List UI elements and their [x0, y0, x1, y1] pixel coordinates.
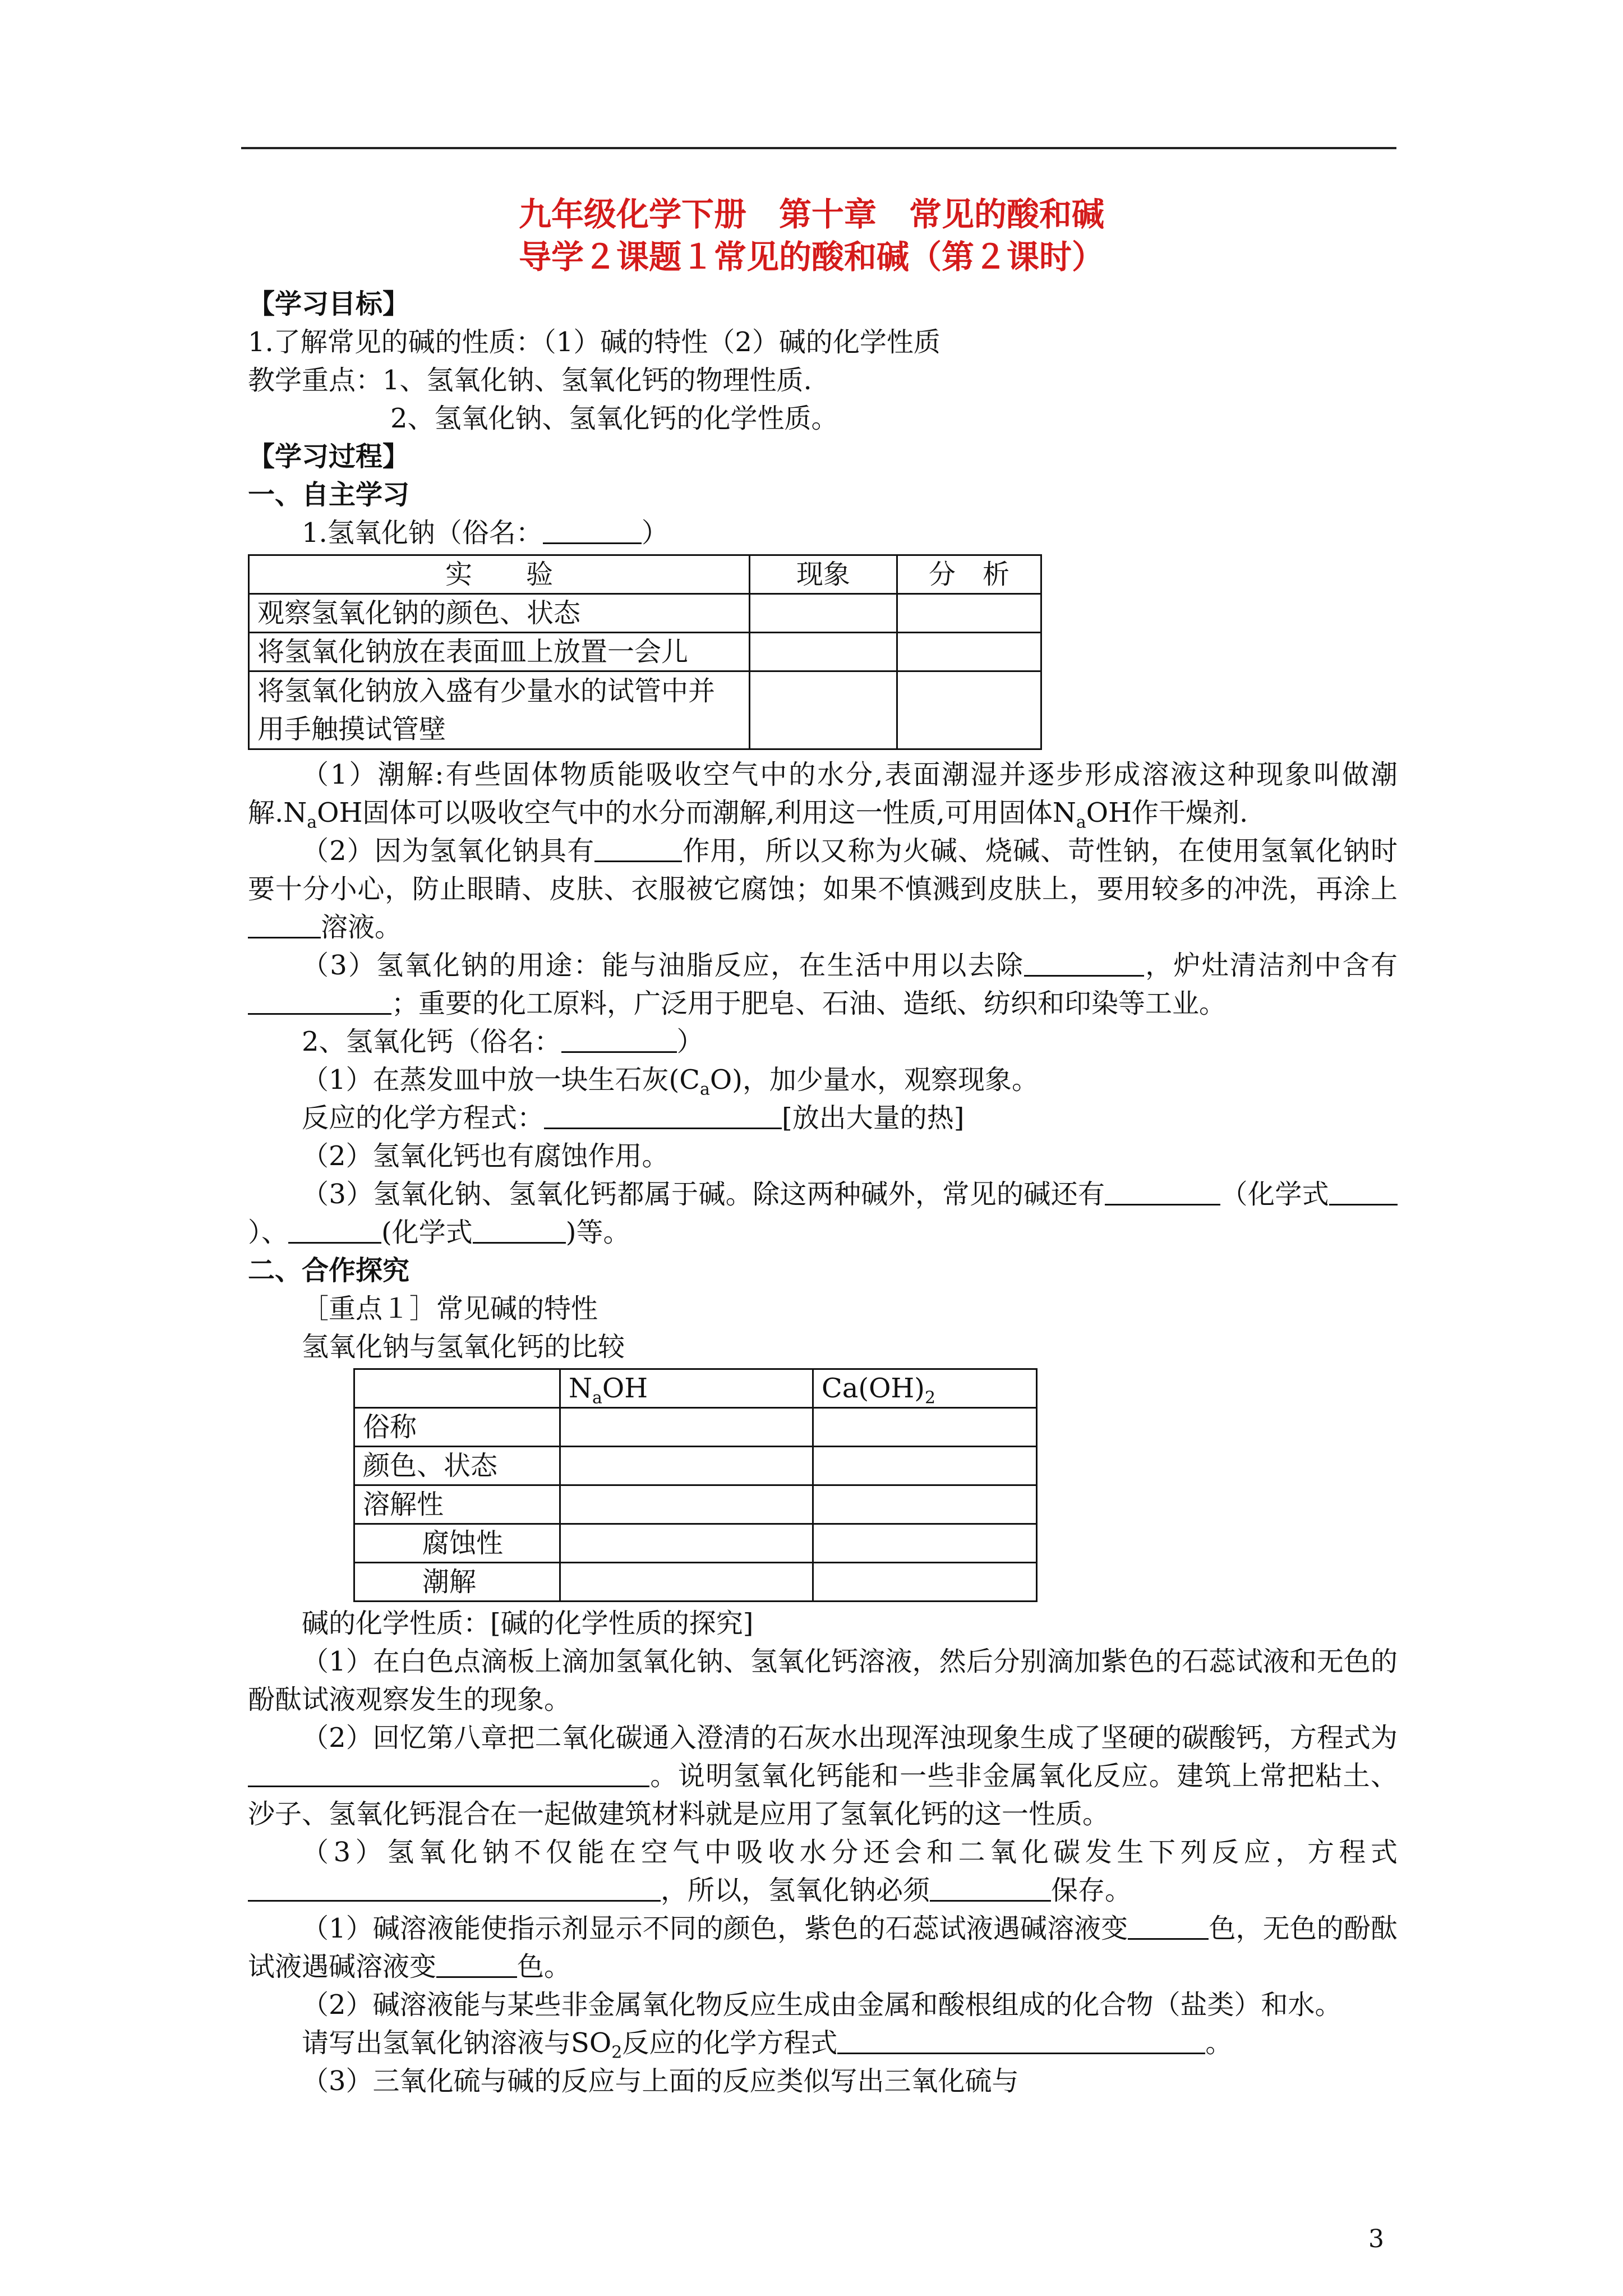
uses-paragraph	[248, 946, 1398, 1023]
indicator-rule	[248, 1910, 1398, 1986]
caoh-intro	[248, 1023, 1398, 1061]
property-cell: 潮解	[354, 1563, 560, 1602]
formula-part: SO	[571, 2027, 612, 2059]
common-bases-paragraph	[248, 1175, 1398, 1251]
text: 反应的化学方程式：	[302, 1102, 545, 1134]
table-header-row	[354, 1369, 1037, 1408]
page-number: 3	[1368, 2225, 1384, 2253]
text: （3）氢氧化钠不仅能在空气中吸收水分还会和二氧化碳发生下列反应，方程式	[302, 1837, 1398, 1868]
formula-part: OH	[317, 797, 363, 829]
text: （1）在蒸发皿中放一块生石灰(	[302, 1064, 680, 1096]
focus-item-1: 教学重点：1、氢氧化钠、氢氧化钙的物理性质.	[248, 365, 812, 396]
formula-part: O	[709, 1064, 732, 1096]
text: 。说明氢氧化钙能和一些非金属氧化反应。建筑上常把粘土、沙子、氢氧化钙混合在一起做建筑材料就是应用了氢氧化钙的这一性质。	[248, 1760, 1398, 1830]
text: （化学式	[1220, 1179, 1329, 1210]
property-cell: 俗称	[354, 1408, 560, 1447]
formula-part: 2	[925, 1388, 936, 1408]
close-paren: ）	[641, 517, 668, 549]
answer-cell[interactable]	[560, 1447, 813, 1485]
text: (化学式	[381, 1217, 473, 1248]
comparison-table	[353, 1368, 1038, 1602]
answer-cell[interactable]	[750, 671, 897, 749]
blank-formula-2[interactable]	[473, 1216, 566, 1244]
text: （2）因为氢氧化钠具有	[302, 835, 595, 867]
text: 。	[1205, 2027, 1233, 2059]
table-row	[249, 671, 1041, 749]
blank-solution[interactable]	[248, 911, 321, 938]
header-experiment: 实 验	[249, 555, 750, 594]
blank-equation[interactable]	[544, 1102, 782, 1129]
header-analysis: 分 析	[897, 555, 1041, 594]
goals-heading: 【学习目标】	[248, 288, 410, 320]
focus-item-2: 2、氢氧化钠、氢氧化钙的化学性质。	[390, 403, 838, 434]
naoh-intro-text: 1.氢氧化钠（俗名：	[302, 517, 543, 549]
formula-part: N	[1052, 797, 1076, 829]
formula-part: N	[569, 1373, 592, 1404]
chem-props-intro: 碱的化学性质：[碱的化学性质的探究]	[302, 1608, 754, 1639]
blank-storage[interactable]	[930, 1874, 1051, 1902]
blank-contains[interactable]	[248, 987, 391, 1015]
coop-heading: 二、合作探究	[248, 1255, 410, 1286]
formula-part: 2	[611, 2042, 623, 2063]
experiment-cell: 将氢氧化钠放入盛有少量水的试管中并用手触摸试管壁	[249, 671, 750, 749]
naoh-intro	[248, 514, 1398, 552]
table-row	[354, 1447, 1037, 1485]
answer-cell[interactable]	[560, 1485, 813, 1524]
formula-part: OH	[1086, 797, 1132, 829]
blank-phenol-color[interactable]	[436, 1950, 517, 1978]
answer-cell[interactable]	[813, 1447, 1037, 1485]
blank-naoh-equation[interactable]	[248, 1874, 661, 1902]
blank-corrosive[interactable]	[594, 835, 682, 862]
formula-part: a	[307, 812, 317, 832]
property-cell: 溶解性	[354, 1485, 560, 1524]
text: （3）氢氧化钠、氢氧化钙都属于碱。除这两种碱外，常见的碱还有	[302, 1179, 1105, 1210]
table-row	[249, 594, 1041, 633]
naoh-formula	[1052, 797, 1132, 832]
experiment-cell: 将氢氧化钠放在表面皿上放置一会儿	[249, 633, 750, 671]
formula-part: a	[1076, 812, 1086, 832]
text: )等。	[565, 1217, 630, 1248]
page-title: 九年级化学下册 第十章 常见的酸和碱	[518, 195, 1104, 233]
blank-remove[interactable]	[1024, 949, 1144, 977]
focus-label: ［重点１］常见碱的特性	[302, 1293, 598, 1324]
table-row	[249, 633, 1041, 671]
so3-question: （3）三氧化硫与碱的反应与上面的反应类似写出三氧化硫与	[302, 2065, 1019, 2097]
text: ；重要的化工原料，广泛用于肥皂、石油、造纸、纺织和印染等工业。	[391, 988, 1227, 1019]
table-row	[354, 1524, 1037, 1563]
text: （3）氢氧化钠的用途：能与油脂反应，在生活中用以去除	[302, 950, 1025, 981]
text: 固体可以吸收空气中的水分而潮解,利用这一性质,可用固体	[362, 797, 1053, 829]
oxide-rule: （2）碱溶液能与某些非金属氧化物反应生成由金属和酸根组成的化合物（盐类）和水。	[302, 1989, 1342, 2021]
so2-question	[248, 2024, 1398, 2062]
answer-cell[interactable]	[813, 1408, 1037, 1447]
blank-so2-equation[interactable]	[837, 2027, 1205, 2054]
text: ，所以，氢氧化钠必须	[661, 1875, 930, 1906]
blank-naoh-name[interactable]	[543, 517, 642, 544]
compare-label: 氢氧化钠与氢氧化钙的比较	[302, 1331, 625, 1363]
text: （1）碱溶液能使指示剂显示不同的颜色，紫色的石蕊试液遇碱溶液变	[302, 1913, 1128, 1944]
header-phenomenon: 现象	[750, 555, 897, 594]
text: 保存。	[1051, 1875, 1132, 1906]
property-cell: 颜色、状态	[354, 1447, 560, 1485]
text: 色，无色的酚酞试液遇碱溶液变	[248, 1913, 1398, 1982]
header-caoh	[813, 1369, 1037, 1408]
text: （1）潮解:有些固体物质能吸收空气中的水分,表面潮湿并逐步形成溶液这种现象叫做潮解.	[248, 759, 1398, 829]
answer-cell[interactable]	[897, 594, 1041, 633]
formula-part: a	[700, 1079, 710, 1099]
indicator-step: （1）在白色点滴板上滴加氢氧化钠、氢氧化钙溶液，然后分别滴加紫色的石蕊试液和无色的酚酞试液观察发生的现象。	[248, 1646, 1398, 1715]
blank-base-1[interactable]	[1105, 1178, 1220, 1205]
formula-part: a	[592, 1388, 602, 1408]
text: 溶液。	[321, 912, 402, 943]
naoh-experiment-table	[248, 554, 1042, 750]
text: 作干燥剂.	[1132, 797, 1248, 829]
naoh-formula	[283, 797, 363, 832]
table-row	[354, 1485, 1037, 1524]
answer-cell[interactable]	[813, 1524, 1037, 1563]
table-row	[354, 1408, 1037, 1447]
formula-part: C	[679, 1064, 700, 1096]
text: ，炉灶清洁剂中含有	[1144, 950, 1398, 981]
corrosion-paragraph	[248, 832, 1398, 946]
self-study-heading: 一、自主学习	[248, 479, 410, 510]
goal-item: 1.了解常见的碱的性质：（1）碱的特性（2）碱的化学性质	[248, 326, 940, 358]
formula-part: OH	[602, 1373, 648, 1404]
header-empty	[354, 1369, 560, 1408]
close-paren: ）	[676, 1026, 704, 1057]
text: )，加少量水，观察现象。	[732, 1064, 1039, 1096]
table-header-row	[249, 555, 1041, 594]
answer-cell[interactable]	[750, 633, 897, 671]
property-cell: 腐蚀性	[354, 1524, 560, 1563]
text: 请写出氢氧化钠溶液与	[302, 2027, 571, 2059]
text: 色。	[517, 1951, 571, 1982]
blank-litmus-color[interactable]	[1128, 1912, 1209, 1940]
blank-formula-1[interactable]	[1329, 1178, 1398, 1205]
text: ）、	[248, 1217, 289, 1248]
answer-cell[interactable]	[560, 1563, 813, 1602]
answer-cell[interactable]	[560, 1524, 813, 1563]
formula-part: N	[283, 797, 307, 829]
page-subtitle: 导学２课题１常见的酸和碱（第２课时）	[518, 238, 1104, 276]
blank-co2-equation[interactable]	[248, 1760, 649, 1787]
reaction-equation-line	[248, 1099, 1398, 1137]
formula-part: Ca(OH)	[822, 1373, 925, 1404]
answer-cell[interactable]	[897, 633, 1041, 671]
cao-formula	[679, 1064, 732, 1099]
text: [放出大量的热]	[782, 1102, 965, 1134]
text: （2）回忆第八章把二氧化碳通入澄清的石灰水出现浑浊现象生成了坚硬的碳酸钙，方程式为	[302, 1722, 1398, 1754]
caoh-corrosion: （2）氢氧化钙也有腐蚀作用。	[302, 1140, 669, 1172]
answer-cell[interactable]	[750, 594, 897, 633]
blank-caoh-name[interactable]	[561, 1025, 677, 1053]
process-heading: 【学习过程】	[248, 441, 410, 472]
answer-cell[interactable]	[813, 1485, 1037, 1524]
deliquescence-paragraph	[248, 756, 1398, 832]
naoh-co2-paragraph	[248, 1833, 1398, 1910]
header-rule	[241, 147, 1396, 149]
so2-formula	[571, 2027, 623, 2063]
co2-paragraph	[248, 1719, 1398, 1833]
text: 2、氢氧化钙（俗名：	[302, 1026, 561, 1057]
header-naoh	[560, 1369, 813, 1408]
text: 反应的化学方程式	[622, 2027, 838, 2059]
answer-cell[interactable]	[897, 671, 1041, 749]
text: 作用，所以又称为火碱、烧碱、苛性钠，在使用氢氧化钠时要十分小心，防止眼睛、皮肤、衣服被它腐蚀；如果不慎溅到皮肤上，要用较多的冲洗，再涂上	[248, 835, 1398, 905]
quicklime-step	[248, 1061, 1398, 1099]
experiment-cell: 观察氢氧化钠的颜色、状态	[249, 594, 750, 633]
document-body	[248, 285, 1398, 2100]
blank-base-2[interactable]	[288, 1216, 381, 1244]
answer-cell[interactable]	[813, 1563, 1037, 1602]
table-row	[354, 1563, 1037, 1602]
answer-cell[interactable]	[560, 1408, 813, 1447]
